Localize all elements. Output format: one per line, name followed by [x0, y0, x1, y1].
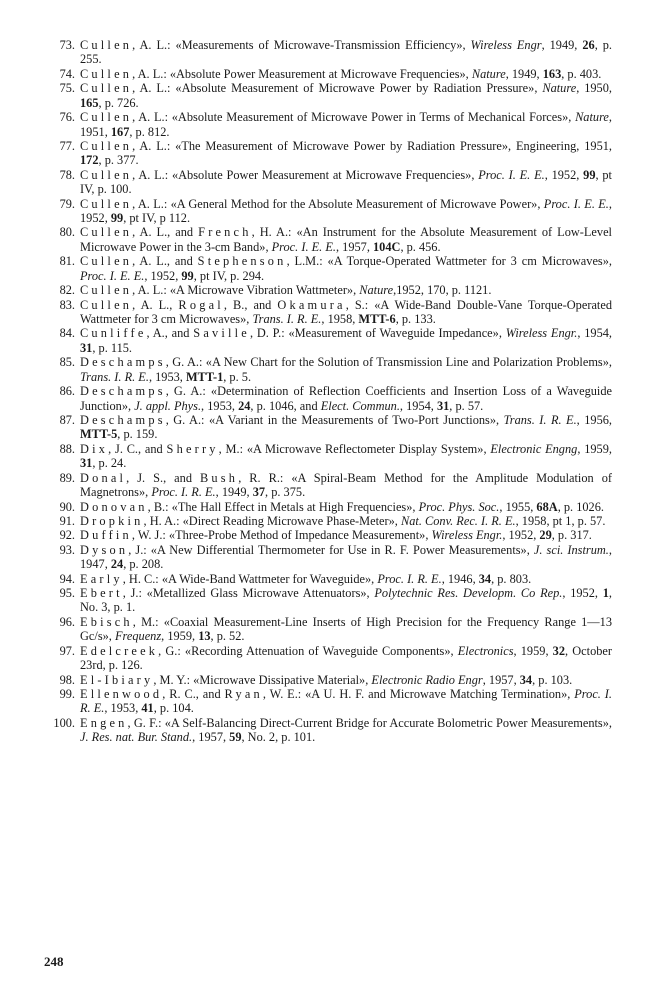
- author-surname: Cullen: [80, 66, 133, 81]
- journal-title: Proc. Phys. Soc.: [418, 499, 500, 514]
- journal-title: Nature: [542, 81, 577, 96]
- author-surname: El-Ibiary: [80, 672, 154, 687]
- reference-text: [80, 500, 604, 514]
- reference-segment: , A. L.: «Measurements of Microwave-Transmission Efficiency»,: [132, 38, 471, 52]
- reference-segment: , H. A.: «An Instrument for the Absolute Measurement of Low-Level Microwave Power in the 3-cm Band»,: [80, 225, 612, 254]
- reference-segment: , p. 208.: [123, 557, 164, 572]
- reference-segment: , 1949,: [215, 485, 253, 500]
- author-surname: Donal: [80, 470, 127, 485]
- reference-text: [80, 38, 612, 66]
- reference-segment: , 1959,: [161, 629, 199, 644]
- volume-number: 31: [436, 398, 450, 413]
- volume-number: MTT-1: [185, 369, 224, 384]
- volume-number: 24: [238, 398, 251, 413]
- reference-segment: , W. E.: «A U. H. F. and Microwave Matching Termination»,: [262, 686, 575, 701]
- reference-entry: [44, 572, 612, 586]
- journal-title: Proc. I. R. E.: [151, 485, 216, 500]
- reference-text: [80, 615, 612, 643]
- reference-segment: , H. A.: «Direct Reading Microwave Phase-Meter»,: [143, 513, 401, 528]
- reference-segment: , A., and: [146, 326, 194, 341]
- author-surname: Cullen: [80, 110, 133, 125]
- reference-text: [80, 67, 601, 81]
- volume-number: 32: [552, 643, 566, 658]
- reference-entry: [44, 326, 612, 355]
- reference-segment: , 1953,: [104, 701, 142, 716]
- reference-segment: , M. Y.: «Microwave Dissipative Material»,: [153, 672, 372, 687]
- reference-segment: , 1957,: [482, 672, 520, 687]
- reference-text: [80, 168, 612, 196]
- journal-title: Nat. Conv. Rec. I. R. E.: [400, 513, 516, 528]
- reference-entry: [44, 139, 612, 168]
- volume-number: 68A: [536, 499, 558, 514]
- reference-text: [80, 298, 612, 326]
- journal-title: Proc. I. E. E.: [271, 239, 336, 254]
- reference-entry: [44, 384, 612, 413]
- reference-number: 76.: [59, 110, 75, 125]
- reference-segment: , R. R.: «A Spiral-Beam Method for the Amplitude Modulation of Magnetrons»,: [80, 470, 612, 500]
- reference-number: 90.: [59, 499, 75, 514]
- reference-text: [80, 413, 612, 441]
- reference-segment: , 1957,: [192, 730, 230, 745]
- author-surname: Dropkin: [80, 513, 144, 528]
- reference-segment: , L.M.: «A Torque-Operated Wattmeter for 3 cm Microwaves»,: [286, 254, 612, 269]
- journal-title: Proc. I. E. E.: [80, 268, 145, 283]
- journal-title: Polytechnic Res. Developm. Co Rep.: [374, 586, 563, 601]
- author-surname: Duffin: [80, 528, 132, 543]
- journal-title: Nature: [575, 110, 609, 125]
- reference-segment: , B., and: [223, 297, 278, 312]
- reference-number: 88.: [59, 441, 75, 456]
- journal-title: Elect. Commun.: [320, 398, 400, 413]
- reference-entry: [44, 615, 612, 644]
- volume-number: 172: [80, 153, 99, 168]
- reference-segment: , p. 24.: [92, 456, 127, 471]
- reference-segment: , 1954,: [577, 326, 612, 341]
- reference-segment: , p. 159.: [117, 427, 158, 442]
- reference-entry: [44, 716, 612, 745]
- reference-entry: [44, 67, 612, 81]
- reference-segment: , R. C., and: [162, 686, 225, 701]
- reference-text: [80, 81, 612, 109]
- reference-segment: , 1956,: [576, 412, 612, 427]
- journal-title: Frequenz: [114, 629, 162, 644]
- author-surname: Deschamps: [80, 355, 166, 370]
- author-surname: Cullen: [80, 225, 133, 240]
- reference-entry: [44, 673, 612, 687]
- reference-number: 77.: [59, 138, 75, 153]
- reference-segment: , 1951,: [80, 110, 612, 139]
- volume-number: 1: [602, 586, 609, 601]
- author-surname: Cullen: [80, 196, 133, 211]
- author-surname: Engen: [80, 715, 128, 730]
- reference-segment: , p. 812.: [129, 124, 170, 139]
- reference-segment: , pt IV, p. 294.: [193, 268, 265, 283]
- reference-entry: [44, 543, 612, 572]
- journal-title: J. sci. Instrum.: [533, 542, 609, 557]
- author-surname: Sherry: [166, 441, 219, 456]
- author-surname: Ebert: [80, 586, 123, 601]
- journal-title: Nature: [359, 283, 394, 298]
- reference-segment: , pt IV, p. 100.: [80, 167, 612, 197]
- reference-segment: , D. P.: «Measurement of Waveguide Impedance»,: [249, 326, 506, 341]
- journal-title: Proc. I. R. E.: [80, 686, 612, 716]
- reference-number: 98.: [59, 672, 75, 687]
- reference-number: 75.: [59, 81, 75, 96]
- reference-segment: , 1959,: [577, 441, 612, 456]
- reference-entry: [44, 225, 612, 254]
- reference-segment: , 1953,: [148, 369, 186, 384]
- reference-entry: [44, 110, 612, 139]
- journal-title: Wireless Engr: [470, 38, 542, 52]
- reference-text: [80, 528, 592, 542]
- reference-entry: [44, 168, 612, 197]
- reference-segment: , A. L., and: [132, 254, 198, 269]
- reference-number: 94.: [59, 571, 75, 586]
- reference-segment: , p. 456.: [400, 239, 441, 254]
- reference-segment: , A. L.: «Absolute Measurement of Microwave Power by Radiation Pressure»,: [132, 81, 543, 96]
- volume-number: 99: [583, 167, 596, 182]
- reference-segment: , 1958,: [321, 312, 359, 327]
- author-surname: French: [198, 225, 252, 240]
- author-surname: Deschamps: [80, 384, 166, 399]
- reference-segment: , A. L.: «Absolute Power Measurement at Microwave Frequencies»,: [132, 66, 472, 81]
- reference-segment: , A. L.: «Absolute Measurement of Microwave Power in Terms of Mechanical Forces»,: [132, 110, 576, 125]
- reference-segment: , A. L.: «A Microwave Vibration Wattmeter»,: [132, 283, 360, 298]
- author-surname: Cullen: [80, 81, 133, 96]
- reference-entry: [44, 586, 612, 615]
- reference-text: [80, 197, 612, 225]
- reference-segment: , p. 133.: [395, 312, 436, 327]
- reference-segment: , A. L.: «The Measurement of Microwave Power by Radiation Pressure», Engineering, 1951,: [132, 138, 612, 153]
- reference-segment: , 1952,: [502, 528, 540, 543]
- reference-entry: [44, 355, 612, 384]
- volume-number: MTT-5: [80, 427, 118, 442]
- reference-text: [80, 586, 612, 614]
- author-surname: Ellenwood: [80, 686, 163, 701]
- reference-number: 82.: [59, 283, 75, 298]
- reference-entry: [44, 442, 612, 471]
- author-surname: Cunliffe: [80, 326, 147, 341]
- reference-segment: , p. 52.: [210, 629, 245, 644]
- author-surname: Stephenson: [197, 254, 287, 269]
- journal-title: Nature: [471, 66, 506, 81]
- author-surname: Cullen: [80, 167, 133, 182]
- volume-number: 167: [110, 124, 130, 139]
- reference-segment: , p. 1026.: [557, 499, 604, 514]
- reference-entry: [44, 38, 612, 67]
- reference-segment: , A. L.,: [132, 297, 179, 312]
- reference-text: [80, 572, 531, 586]
- reference-segment: , J.: «A New Differential Thermometer for Use in R. F. Power Measurements»,: [128, 542, 534, 557]
- reference-segment: , 1959,: [513, 643, 553, 658]
- author-surname: Cullen: [80, 38, 133, 52]
- reference-text: [80, 225, 612, 253]
- reference-segment: , p. 726.: [98, 95, 139, 110]
- reference-segment: , 1949,: [505, 66, 543, 81]
- journal-title: Electronic Engng: [490, 441, 578, 456]
- reference-segment: , B.: «The Hall Effect in Metals at High Frequencies»,: [147, 499, 419, 514]
- journal-title: Proc. I. E. E.: [478, 167, 545, 182]
- volume-number: 24: [110, 557, 124, 572]
- author-surname: Dix: [80, 441, 109, 456]
- reference-number: 87.: [59, 412, 75, 427]
- reference-segment: , p. 317.: [551, 528, 592, 543]
- reference-number: 84.: [59, 326, 75, 341]
- journal-title: Electronic Radio Engr: [371, 672, 483, 687]
- reference-text: [80, 283, 491, 297]
- reference-segment: , S.: «A Wide-Band Double-Vane Torque-Operated Wattmeter for 3 cm Microwaves»,: [80, 297, 613, 327]
- journal-title: Proc. I. E. E.: [543, 196, 609, 211]
- reference-segment: , 1957,: [335, 239, 373, 254]
- reference-entry: [44, 254, 612, 283]
- reference-segment: , p. 115.: [92, 340, 133, 355]
- reference-entry: [44, 81, 612, 110]
- reference-number: 95.: [59, 586, 75, 601]
- reference-text: [80, 110, 612, 138]
- journal-title: Trans. I. R. E.: [252, 312, 322, 327]
- reference-entry: [44, 687, 612, 716]
- reference-segment: , A. L.: «A General Method for the Absolute Measurement of Microwave Power»,: [132, 196, 544, 211]
- reference-number: 83.: [59, 297, 75, 312]
- reference-segment: , p. 1046, and: [250, 398, 321, 413]
- reference-text: [80, 543, 612, 571]
- reference-entry: [44, 413, 612, 442]
- reference-segment: , G. A.: «A Variant in the Measurements of Two-Port Junctions»,: [165, 412, 504, 427]
- author-surname: Cullen: [80, 254, 133, 269]
- reference-number: 80.: [59, 225, 75, 240]
- journal-title: Wireless Engr.: [505, 326, 578, 341]
- reference-number: 89.: [59, 470, 75, 485]
- reference-segment: , 1952,: [544, 167, 584, 182]
- reference-number: 79.: [59, 196, 75, 211]
- reference-text: [80, 139, 612, 167]
- reference-segment: , A. L.: «Absolute Power Measurement at Microwave Frequencies»,: [132, 167, 479, 182]
- volume-number: 34: [478, 571, 492, 586]
- reference-entry: [44, 283, 612, 297]
- volume-number: 59: [229, 730, 242, 745]
- reference-text: [80, 687, 612, 715]
- reference-number: 74.: [59, 66, 75, 81]
- reference-segment: , p. 104.: [153, 701, 194, 716]
- reference-segment: , M.: «Coaxial Measurement-Line Inserts of High Precision for the Frequency Range 1—13 Gc/s»,: [80, 614, 612, 644]
- journal-title: Trans. I. R. E.: [503, 412, 577, 427]
- author-surname: Okamura: [277, 297, 346, 312]
- author-surname: Ebisch: [80, 614, 133, 629]
- reference-segment: , 1958, pt 1, p. 57.: [515, 513, 606, 528]
- reference-number: 86.: [59, 384, 75, 399]
- volume-number: 99: [181, 268, 194, 283]
- reference-number: 91.: [59, 513, 75, 528]
- reference-entry: [44, 471, 612, 500]
- reference-segment: , p. 103.: [532, 672, 573, 687]
- volume-number: 13: [198, 629, 211, 644]
- reference-number: 99.: [59, 686, 75, 701]
- reference-segment: , 1952,: [80, 196, 612, 226]
- reference-text: [80, 442, 612, 470]
- reference-segment: , 1949,: [541, 38, 583, 52]
- volume-number: 165: [80, 95, 99, 110]
- volume-number: 29: [539, 528, 552, 543]
- reference-segment: , p. 57.: [449, 398, 484, 413]
- reference-text: [80, 514, 605, 528]
- volume-number: 31: [80, 340, 93, 355]
- volume-number: 37: [252, 485, 266, 500]
- journal-title: J. appl. Phys.: [134, 398, 202, 413]
- author-surname: Edelcreek: [80, 643, 159, 658]
- reference-segment: , 1952,: [562, 586, 603, 601]
- author-surname: Donovan: [80, 499, 148, 514]
- reference-entry: [44, 197, 612, 226]
- reference-segment: , J. C., and: [108, 441, 167, 456]
- reference-segment: , J. S., and: [126, 470, 200, 485]
- reference-entry: [44, 500, 612, 514]
- reference-segment: , 1955,: [499, 499, 537, 514]
- reference-text: [80, 716, 612, 744]
- reference-number: 100.: [53, 715, 75, 730]
- reference-segment: , 1952,: [144, 268, 182, 283]
- reference-segment: , p. 255.: [80, 38, 612, 67]
- reference-segment: , 1954,: [399, 398, 437, 413]
- reference-entry: [44, 298, 612, 327]
- reference-number: 92.: [59, 528, 75, 543]
- reference-segment: , p. 803.: [491, 571, 532, 586]
- journal-title: Electronics: [457, 643, 514, 658]
- reference-entry: [44, 644, 612, 673]
- author-surname: Deschamps: [80, 412, 166, 427]
- reference-text: [80, 644, 612, 672]
- reference-number: 96.: [59, 614, 75, 629]
- reference-segment: , G.: «Recording Attenuation of Waveguide Components»,: [158, 643, 458, 658]
- reference-segment: , October 23rd, p. 126.: [80, 643, 612, 673]
- author-surname: Cullen: [80, 283, 133, 298]
- reference-segment: , p. 403.: [561, 66, 602, 81]
- author-surname: Ryan: [224, 686, 263, 701]
- reference-segment: , p. 375.: [265, 485, 306, 500]
- page-number: 248: [44, 954, 64, 969]
- reference-segment: , p. 5.: [223, 369, 252, 384]
- reference-text: [80, 471, 612, 499]
- author-surname: Dyson: [80, 542, 129, 557]
- volume-number: 163: [542, 66, 562, 81]
- reference-segment: , H. C.: «A Wide-Band Wattmeter for Waveguide»,: [122, 571, 378, 586]
- volume-number: 41: [141, 701, 154, 716]
- reference-segment: , p. 377.: [98, 153, 139, 168]
- reference-number: 93.: [59, 542, 75, 557]
- reference-text: [80, 355, 612, 383]
- volume-number: 104C: [373, 239, 401, 254]
- author-surname: Cullen: [80, 297, 133, 312]
- author-surname: Rogal: [178, 297, 224, 312]
- journal-title: Wireless Engr.: [431, 528, 503, 543]
- author-surname: Saville: [193, 326, 250, 341]
- reference-number: 73.: [59, 38, 75, 52]
- reference-entry: [44, 528, 612, 542]
- reference-segment: , 1953,: [201, 398, 239, 413]
- reference-segment: , G. A.: «Determination of Reflection Coefficients and Insertion Loss of a Waveguide Junction»,: [80, 384, 612, 413]
- volume-number: 31: [80, 456, 93, 471]
- reference-segment: , G. F.: «A Self-Balancing Direct-Current Bridge for Accurate Bolometric Power Measurements»,: [127, 715, 612, 730]
- reference-segment: , W. J.: «Three-Probe Method of Impedance Measurement»,: [131, 528, 432, 543]
- journal-title: Trans. I. R. E.: [80, 369, 149, 384]
- reference-segment: , 1946,: [441, 571, 479, 586]
- author-surname: Cullen: [80, 138, 133, 153]
- reference-entry: [44, 514, 612, 528]
- reference-segment: , 1950,: [576, 81, 612, 96]
- volume-number: 34: [519, 672, 533, 687]
- volume-number: MTT-6: [358, 312, 396, 327]
- reference-segment: , No. 2, p. 101.: [241, 730, 316, 745]
- reference-text: [80, 673, 572, 687]
- journal-title: Proc. I. R. E.: [377, 571, 442, 586]
- reference-segment: , J.: «Metallized Glass Microwave Attenuators»,: [122, 586, 375, 601]
- author-surname: Early: [80, 571, 123, 586]
- reference-segment: , pt IV, p 112.: [123, 211, 191, 226]
- reference-number: 81.: [59, 254, 75, 269]
- reference-text: [80, 254, 612, 282]
- reference-segment: , A. L., and: [132, 225, 199, 240]
- reference-segment: , 1947,: [80, 542, 612, 572]
- reference-text: [80, 384, 612, 412]
- reference-segment: , No. 3, p. 1.: [80, 586, 612, 615]
- reference-number: 85.: [59, 355, 75, 370]
- reference-text: [80, 326, 612, 354]
- reference-segment: ,1952, 170, p. 1121.: [393, 283, 492, 298]
- reference-segment: , M.: «A Microwave Reflectometer Display System»,: [218, 441, 491, 456]
- reference-number: 78.: [59, 167, 75, 182]
- reference-list: [44, 38, 612, 745]
- author-surname: Bush: [200, 470, 239, 485]
- journal-title: J. Res. nat. Bur. Stand.: [80, 730, 193, 745]
- reference-number: 97.: [59, 643, 75, 658]
- volume-number: 99: [110, 211, 124, 226]
- reference-segment: , G. A.: «A New Chart for the Solution of Transmission Line and Polarization Problems»,: [165, 355, 612, 370]
- volume-number: 26: [582, 38, 595, 52]
